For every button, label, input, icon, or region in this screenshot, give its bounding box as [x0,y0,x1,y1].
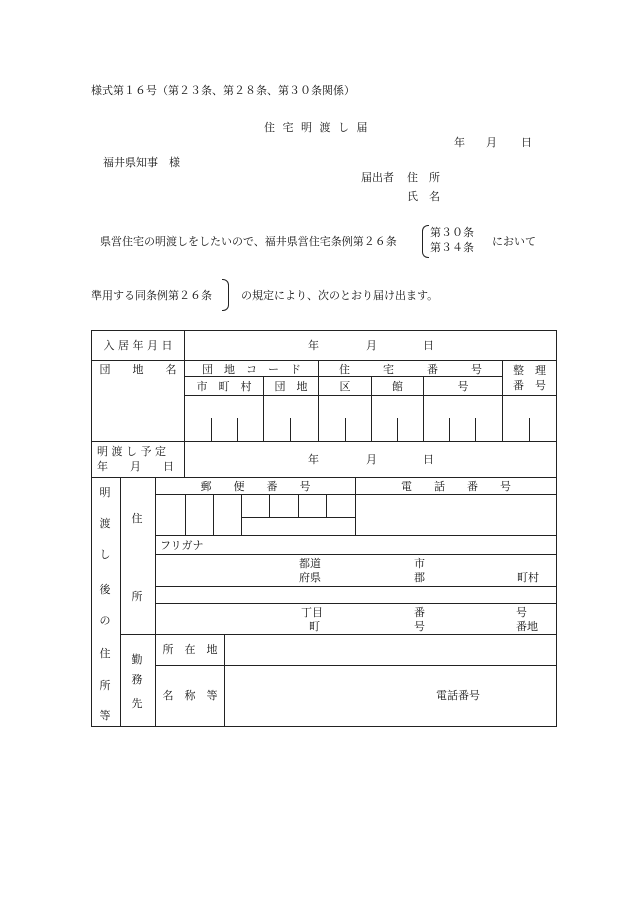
work-phone-label: 電話番号 [436,689,480,702]
planned-label-1: 明 渡 し 予 定 [97,445,166,458]
header-date-year: 年 [454,136,465,149]
planned-month: 月 [366,453,377,466]
planned-label-2: 年 月 日 [97,460,174,473]
postal-label: 郵 便 番 号 [200,480,311,493]
name-etc-label: 名 称 等 [162,689,218,702]
applicant-label: 届出者 [361,171,394,184]
work-char-0: 勤 [131,653,143,666]
residence-char-0: 住 [131,512,143,525]
city-label: 市 町 村 [196,380,252,393]
gun-label: 郡 [414,571,425,584]
after-char-6: 所 [99,679,111,692]
ku-label: 区 [339,380,351,393]
article-brace [422,225,429,258]
body-line2-suffix: の規定により、次のとおり届け出ます。 [241,289,439,302]
gou-label: 号 [414,620,425,633]
planned-day: 日 [423,453,434,466]
furigana-label: フリガナ [160,539,204,552]
after-char-7: 等 [99,709,111,722]
planned-year: 年 [308,453,319,466]
name-label: 氏 名 [407,190,440,203]
after-char-1: 渡 [99,517,111,530]
after-char-0: 明 [99,486,111,499]
work-char-1: 務 [131,673,143,686]
closing-brace [222,279,229,311]
choume-label: 丁目 [301,606,323,619]
addressee: 福井県知事 様 [103,156,180,169]
move-in-day: 日 [423,339,434,352]
move-in-label: 入 居 年 月 日 [103,339,173,352]
move-in-year: 年 [308,339,319,352]
after-char-4: の [99,614,111,627]
header-date-month: 月 [486,136,497,149]
article-b: 第３４条 [430,241,474,254]
after-char-5: 住 [99,647,111,660]
danchi-label: 団 地 [274,380,308,393]
header-date-day: 日 [521,136,532,149]
after-char-3: 後 [99,583,111,596]
go-label: 号 [457,380,469,393]
body-line1-suffix: において [492,235,536,248]
fuken-label: 府県 [299,571,321,584]
banchi-label: 番地 [516,620,538,633]
danchi-name-label: 団 地 名 [99,363,177,376]
todo-label: 都道 [299,557,321,570]
after-char-2: し [99,548,111,561]
chouson-label: 町村 [517,571,539,584]
machi-label: 町 [309,620,320,633]
body-line1-prefix: 県営住宅の明渡しをしたいので、福井県営住宅条例第２６条 [100,235,397,248]
move-in-month: 月 [366,339,377,352]
address-label: 住 所 [407,171,440,184]
kan-label: 館 [392,380,403,393]
work-char-2: 先 [131,697,143,710]
shi-label: 市 [414,557,425,570]
form-title: 住 宅 明 渡 し 届 [264,121,370,134]
residence-char-1: 所 [131,590,143,603]
danchi-code-label: 団 地 コ ー ド [202,363,301,376]
body-line2-prefix: 準用する同条例第２６条 [91,289,212,302]
seiri-label-1: 整 理 [513,364,546,377]
gou2-label: 号 [516,606,527,619]
form-number: 様式第１６号（第２３条、第２８条、第３０条関係） [91,84,355,97]
phone-label: 電 話 番 号 [401,480,511,493]
location-label: 所 在 地 [162,643,218,656]
housing-number-label: 住 宅 番 号 [339,363,482,376]
seiri-label-2: 番 号 [513,379,546,392]
ban-label: 番 [414,606,425,619]
article-a: 第３０条 [430,226,474,239]
